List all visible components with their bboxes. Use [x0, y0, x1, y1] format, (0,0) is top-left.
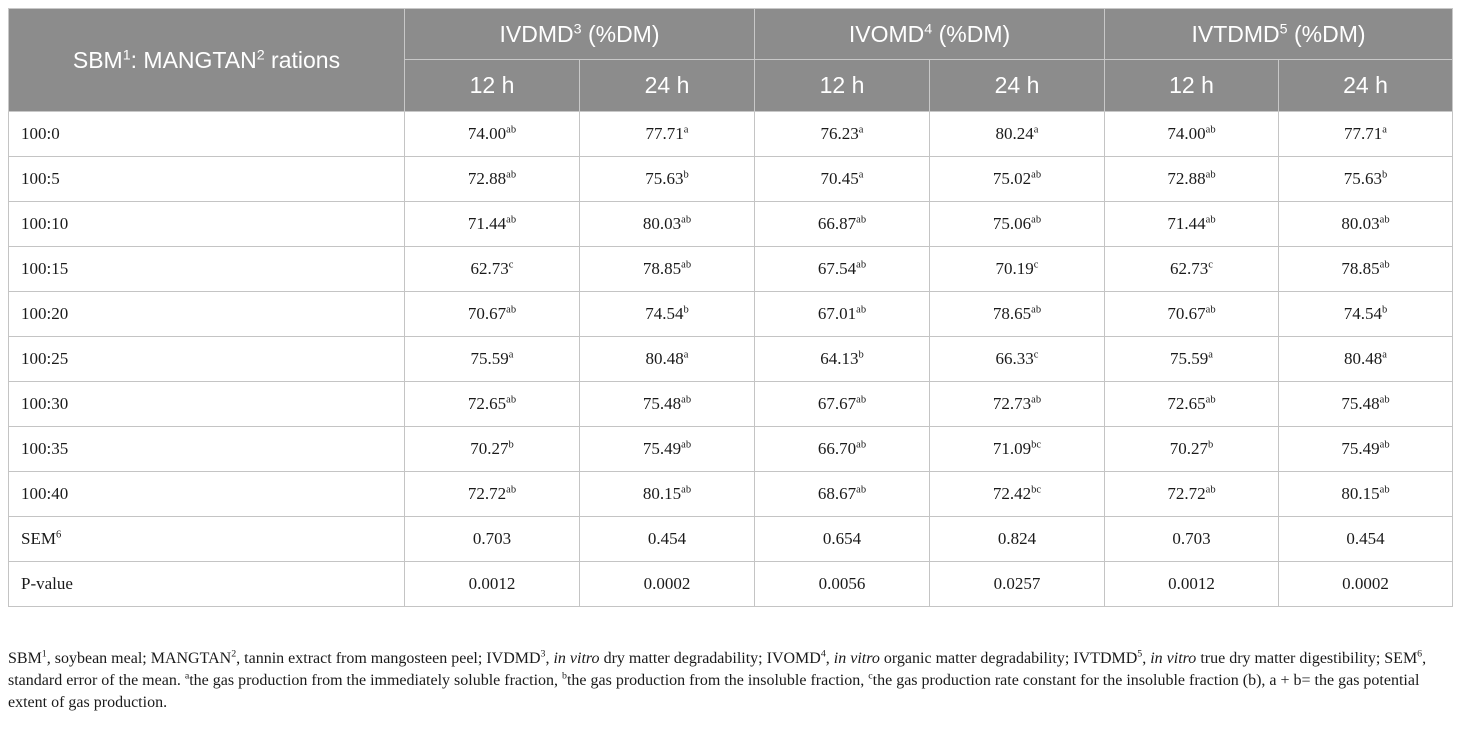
row-label-text: 100:0: [21, 124, 60, 143]
table-cell: [930, 382, 1105, 427]
footnote-sup: 2: [231, 648, 237, 660]
footnote-sup: 3: [540, 648, 546, 660]
table-cell: [755, 382, 930, 427]
footnote-text: true dry matter digestibility; SEM: [1196, 650, 1418, 667]
table-cell: [930, 337, 1105, 382]
row-label: [9, 292, 405, 337]
cell-value: 75.49: [1341, 439, 1380, 458]
table-cell: [405, 427, 580, 472]
table-cell: [405, 202, 580, 247]
cell-superscript: a: [1382, 349, 1387, 361]
table-cell: [1279, 337, 1453, 382]
table-cell: [930, 517, 1105, 562]
table-cell: [755, 157, 930, 202]
footnote-text: organic matter degradability; IVTDMD: [879, 650, 1138, 667]
cell-superscript: ab: [1205, 124, 1216, 136]
cell-value: 74.54: [645, 304, 684, 323]
table-cell: [930, 112, 1105, 157]
cell-superscript: ab: [1205, 484, 1216, 496]
cell-superscript: ab: [856, 484, 867, 496]
row-label: [9, 517, 405, 562]
cell-superscript: ab: [681, 439, 692, 451]
footnote-text: the gas production from the immediately soluble fraction,: [189, 672, 563, 689]
table-cell: [580, 292, 755, 337]
cell-superscript: ab: [1379, 439, 1390, 451]
cell-superscript: b: [1382, 304, 1388, 316]
cell-superscript: ab: [1031, 214, 1042, 226]
group-header-name: IVTDMD: [1191, 20, 1280, 47]
table-cell: [1279, 472, 1453, 517]
cell-value: 72.88: [467, 169, 507, 188]
cell-superscript: ab: [1205, 304, 1216, 316]
group-header-sup: 3: [573, 20, 582, 37]
table-cell: [580, 337, 755, 382]
cell-value: 77.71: [1344, 124, 1383, 143]
footnote-sup: c: [868, 670, 873, 682]
table-row: [9, 202, 1453, 247]
table-cell: [580, 517, 755, 562]
cell-value: 71.44: [1167, 214, 1206, 233]
table-cell: [405, 517, 580, 562]
table-cell: [1279, 202, 1453, 247]
cell-value: 66.87: [817, 214, 857, 233]
row-label: [9, 337, 405, 382]
table-cell: [930, 157, 1105, 202]
cell-superscript: ab: [1031, 169, 1042, 181]
cell-value: 72.65: [467, 394, 507, 413]
cell-value: 66.33: [995, 349, 1034, 368]
footnote-sup: 5: [1137, 648, 1143, 660]
row-label-text: 100:40: [21, 484, 69, 503]
cell-value: 75.48: [642, 394, 682, 413]
table-cell: [755, 562, 930, 607]
cell-superscript: ab: [1031, 304, 1042, 316]
footnote-sup: 4: [820, 648, 826, 660]
cell-superscript: a: [1382, 124, 1387, 136]
table-row: [9, 517, 1453, 562]
cell-value: 75.63: [1343, 169, 1383, 188]
cell-superscript: a: [683, 124, 689, 136]
row-label: [9, 247, 405, 292]
row-label-sup: 6: [55, 529, 62, 541]
cell-value: 62.73: [470, 259, 509, 278]
table-cell: [755, 337, 930, 382]
footnote-sup: 6: [1417, 648, 1423, 660]
table-cell: [1279, 562, 1453, 607]
cell-superscript: a: [1208, 349, 1213, 361]
table-row: [9, 427, 1453, 472]
cell-value: 78.65: [992, 304, 1032, 323]
cell-superscript: ab: [1379, 214, 1390, 226]
cell-value: 0.703: [472, 529, 512, 548]
cell-superscript: c: [1033, 349, 1039, 361]
cell-value: 0.0002: [1342, 574, 1389, 593]
table-row: [9, 382, 1453, 427]
cell-value: 77.71: [645, 124, 684, 143]
footnote-text: SBM: [8, 650, 42, 667]
table-cell: [405, 247, 580, 292]
cell-value: 70.45: [820, 169, 859, 188]
table-cell: [405, 157, 580, 202]
table-cell: [1105, 247, 1279, 292]
cell-value: 80.48: [645, 349, 684, 368]
table-cell: [405, 562, 580, 607]
footnote-text: in vitro: [833, 650, 880, 667]
cell-value: 67.54: [817, 259, 857, 278]
cell-superscript: bc: [1031, 484, 1042, 496]
table-cell: [930, 427, 1105, 472]
cell-value: 72.42: [992, 484, 1032, 503]
row-label-text: 100:30: [21, 394, 69, 413]
cell-value: 72.88: [1167, 169, 1206, 188]
cell-value: 74.00: [467, 124, 507, 143]
cell-value: 0.454: [1346, 529, 1385, 548]
table-cell: [1105, 517, 1279, 562]
table-cell: [1279, 292, 1453, 337]
footnote-text: , standard error of the mean.: [8, 650, 1427, 689]
row-label-header-b: : MANGTAN: [130, 46, 257, 73]
cell-value: 75.06: [992, 214, 1032, 233]
cell-value: 62.73: [1170, 259, 1209, 278]
row-label-text: 100:10: [21, 214, 69, 233]
footnote-text: ,: [545, 650, 554, 667]
cell-superscript: ab: [1379, 259, 1390, 271]
footnote-text: in vitro: [553, 650, 600, 667]
row-label-header: [9, 9, 405, 112]
group-header-unit: (%DM): [581, 20, 660, 47]
cell-superscript: b: [858, 349, 864, 361]
cell-value: 80.03: [642, 214, 682, 233]
table-cell: [1105, 337, 1279, 382]
table-row: [9, 157, 1453, 202]
cell-value: 0.824: [997, 529, 1037, 548]
table-cell: [1105, 202, 1279, 247]
footnote-text: the gas production from the insoluble fraction,: [566, 672, 869, 689]
cell-value: 66.70: [817, 439, 857, 458]
cell-value: 70.19: [995, 259, 1034, 278]
footnote-text: , soybean meal; MANGTAN: [46, 650, 232, 667]
cell-value: 75.59: [1170, 349, 1209, 368]
cell-value: 75.48: [1341, 394, 1380, 413]
cell-value: 75.49: [642, 439, 682, 458]
row-label-text: 100:20: [21, 304, 69, 323]
cell-value: 75.63: [645, 169, 684, 188]
table-container: [8, 8, 1452, 607]
cell-superscript: ab: [681, 484, 692, 496]
table-cell: [930, 202, 1105, 247]
cell-value: 80.03: [1341, 214, 1380, 233]
cell-value: 70.67: [1167, 304, 1206, 323]
cell-value: 80.24: [995, 124, 1034, 143]
group-header: [755, 9, 1105, 60]
table-cell: [580, 247, 755, 292]
cell-superscript: b: [683, 304, 689, 316]
table-row: [9, 292, 1453, 337]
subcol-header: 12 h: [1105, 60, 1279, 112]
cell-superscript: ab: [681, 214, 692, 226]
table-cell: [755, 517, 930, 562]
results-table: [8, 8, 1453, 607]
table-cell: [755, 427, 930, 472]
table-cell: [1105, 382, 1279, 427]
table-cell: [580, 427, 755, 472]
table-header: [9, 9, 1453, 112]
table-row: [9, 112, 1453, 157]
cell-superscript: ab: [1379, 484, 1390, 496]
cell-superscript: b: [1208, 439, 1214, 451]
cell-value: 71.44: [467, 214, 507, 233]
cell-value: 71.09: [992, 439, 1032, 458]
cell-superscript: ab: [856, 394, 867, 406]
group-header-unit: (%DM): [1287, 20, 1366, 47]
cell-value: 0.0012: [468, 574, 516, 593]
cell-superscript: ab: [1379, 394, 1390, 406]
cell-value: 76.23: [820, 124, 859, 143]
cell-value: 67.67: [817, 394, 857, 413]
cell-value: 80.15: [642, 484, 682, 503]
cell-superscript: ab: [856, 304, 867, 316]
cell-value: 64.13: [820, 349, 859, 368]
table-cell: [405, 292, 580, 337]
cell-value: 67.01: [817, 304, 857, 323]
cell-superscript: bc: [1031, 439, 1042, 451]
cell-value: 70.27: [1169, 439, 1208, 458]
cell-value: 72.72: [467, 484, 507, 503]
cell-value: 74.54: [1343, 304, 1383, 323]
table-footnote: [8, 648, 1452, 714]
table-row: [9, 562, 1453, 607]
table-cell: [1105, 112, 1279, 157]
row-label-header-a-sup: 1: [122, 46, 131, 63]
cell-value: 72.73: [992, 394, 1032, 413]
row-label: [9, 427, 405, 472]
cell-value: 78.85: [1341, 259, 1380, 278]
cell-superscript: ab: [506, 169, 517, 181]
subcol-header: 24 h: [1279, 60, 1453, 112]
table-cell: [1105, 562, 1279, 607]
cell-value: 0.0257: [993, 574, 1041, 593]
row-label-text: SEM: [21, 529, 56, 548]
cell-value: 70.67: [467, 304, 507, 323]
table-cell: [580, 382, 755, 427]
cell-superscript: ab: [681, 394, 692, 406]
cell-superscript: a: [858, 169, 864, 181]
cell-superscript: c: [1033, 259, 1039, 271]
group-header: [405, 9, 755, 60]
cell-superscript: b: [508, 439, 514, 451]
cell-superscript: b: [1382, 169, 1388, 181]
cell-value: 68.67: [817, 484, 857, 503]
cell-value: 0.0012: [1168, 574, 1215, 593]
subcol-header: 12 h: [755, 60, 930, 112]
group-header-sup: 4: [924, 20, 933, 37]
cell-superscript: ab: [506, 124, 517, 136]
table-cell: [1105, 292, 1279, 337]
cell-value: 72.65: [1167, 394, 1206, 413]
cell-value: 0.0056: [818, 574, 866, 593]
table-cell: [930, 247, 1105, 292]
cell-superscript: ab: [1205, 394, 1216, 406]
row-label-text: 100:5: [21, 169, 60, 188]
table-cell: [755, 247, 930, 292]
cell-superscript: ab: [681, 259, 692, 271]
table-cell: [405, 382, 580, 427]
group-header: [1105, 9, 1453, 60]
table-cell: [405, 472, 580, 517]
cell-value: 75.02: [992, 169, 1032, 188]
row-label-text: P-value: [21, 574, 73, 593]
subcol-header: 24 h: [930, 60, 1105, 112]
table-cell: [580, 202, 755, 247]
table-cell: [755, 472, 930, 517]
footnote-text: , tannin extract from mangosteen peel; IVDMD: [236, 650, 541, 667]
group-header-name: IVDMD: [499, 20, 574, 47]
table-cell: [755, 202, 930, 247]
table-cell: [1279, 382, 1453, 427]
cell-superscript: ab: [856, 259, 867, 271]
cell-superscript: ab: [856, 214, 867, 226]
row-label-text: 100:25: [21, 349, 69, 368]
cell-superscript: a: [858, 124, 864, 136]
row-label: [9, 157, 405, 202]
cell-value: 70.27: [470, 439, 509, 458]
row-label-header-c: rations: [264, 46, 341, 73]
subcol-header: 24 h: [580, 60, 755, 112]
table-cell: [1279, 427, 1453, 472]
cell-superscript: ab: [1031, 394, 1042, 406]
group-header-unit: (%DM): [932, 20, 1011, 47]
table-cell: [930, 472, 1105, 517]
group-header-name: IVOMD: [848, 20, 925, 47]
row-label: [9, 562, 405, 607]
row-label-text: 100:35: [21, 439, 69, 458]
table-cell: [755, 112, 930, 157]
cell-superscript: a: [1033, 124, 1039, 136]
cell-superscript: ab: [1205, 214, 1216, 226]
table-cell: [755, 292, 930, 337]
table-cell: [405, 112, 580, 157]
cell-value: 74.00: [1167, 124, 1206, 143]
cell-value: 75.59: [470, 349, 509, 368]
cell-superscript: ab: [1205, 169, 1216, 181]
cell-value: 80.48: [1344, 349, 1383, 368]
table-cell: [1279, 112, 1453, 157]
row-label-text: 100:15: [21, 259, 69, 278]
table-cell: [1105, 157, 1279, 202]
cell-value: 80.15: [1341, 484, 1380, 503]
cell-value: 0.654: [822, 529, 862, 548]
table-cell: [1279, 157, 1453, 202]
table-body: [9, 112, 1453, 607]
subcol-header: 12 h: [405, 60, 580, 112]
cell-superscript: b: [683, 169, 689, 181]
footnote-text: dry matter degradability; IVOMD: [599, 650, 821, 667]
cell-value: 0.0002: [643, 574, 691, 593]
table-cell: [580, 157, 755, 202]
row-label-header-a: SBM: [72, 46, 123, 73]
table-row: [9, 472, 1453, 517]
row-label: [9, 112, 405, 157]
footnote-sup: b: [562, 670, 567, 682]
cell-value: 78.85: [642, 259, 682, 278]
footnote-sup: a: [184, 670, 190, 682]
cell-value: 72.72: [1167, 484, 1206, 503]
table-cell: [1279, 247, 1453, 292]
footnote-text: the gas production rate constant for the insoluble fraction (b), a + b= the gas potential extent of gas production.: [8, 672, 1420, 711]
cell-superscript: c: [1208, 259, 1213, 271]
row-label: [9, 202, 405, 247]
cell-superscript: c: [508, 259, 514, 271]
row-label-header-b-sup: 2: [256, 46, 265, 63]
cell-superscript: a: [683, 349, 689, 361]
row-label: [9, 382, 405, 427]
table-cell: [1279, 517, 1453, 562]
footnote-text: in vitro: [1150, 650, 1197, 667]
cell-value: 0.454: [647, 529, 687, 548]
table-cell: [405, 337, 580, 382]
table-cell: [580, 112, 755, 157]
row-label: [9, 472, 405, 517]
footnote-text: ,: [825, 650, 834, 667]
cell-superscript: ab: [506, 304, 517, 316]
table-cell: [580, 562, 755, 607]
table-cell: [1105, 472, 1279, 517]
cell-value: 0.703: [1172, 529, 1211, 548]
cell-superscript: ab: [856, 439, 867, 451]
table-row: [9, 337, 1453, 382]
cell-superscript: a: [508, 349, 514, 361]
footnote-sup: 1: [41, 648, 47, 660]
table-cell: [930, 562, 1105, 607]
cell-superscript: ab: [506, 484, 517, 496]
footnote-text: ,: [1142, 650, 1151, 667]
table-cell: [930, 292, 1105, 337]
table-row: [9, 247, 1453, 292]
cell-superscript: ab: [506, 214, 517, 226]
table-cell: [580, 472, 755, 517]
cell-superscript: ab: [506, 394, 517, 406]
group-header-sup: 5: [1279, 20, 1288, 37]
table-cell: [1105, 427, 1279, 472]
